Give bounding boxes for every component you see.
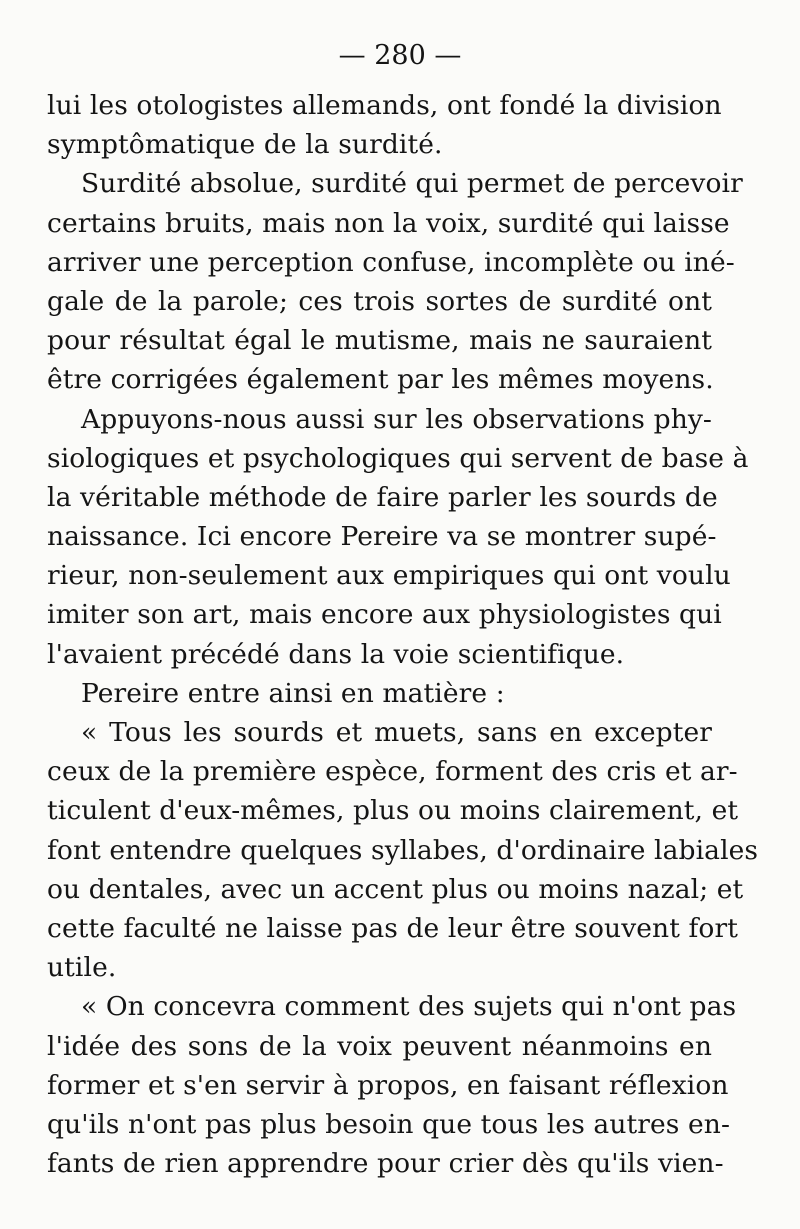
page-body-text — [47, 86, 759, 1183]
text-line: rieur, non-seulement aux empiriques qui ont voulu — [47, 560, 731, 592]
text-line: « On concevra comment des sujets qui n'ont pas — [81, 991, 737, 1023]
text-line: fants de rien apprendre pour crier dès qu'ils vien- — [47, 1148, 724, 1180]
page-number: — 280 — — [338, 40, 462, 71]
text-line: naissance. Ici encore Pereire va se montrer supé- — [47, 521, 717, 553]
text-line: imiter son art, mais encore aux physiologistes qui — [47, 599, 722, 631]
text-line: utile. — [47, 952, 117, 984]
text-line: symptômatique de la surdité. — [47, 129, 443, 161]
text-line: certains bruits, mais non la voix, surdité qui laisse — [47, 207, 730, 239]
text-line: ticulent d'eux-mêmes, plus ou moins clairement, et — [47, 795, 739, 827]
text-line: gale de la parole; ces trois sortes de surdité ont — [47, 285, 712, 317]
text-line: pour résultat égal le mutisme, mais ne sauraient — [47, 325, 712, 357]
text-line: siologiques et psychologiques qui servent de base à — [47, 442, 749, 474]
text-line: être corrigées également par les mêmes moyens. — [47, 364, 714, 396]
text-line: la véritable méthode de faire parler les sourds de — [47, 481, 718, 513]
text-line: Surdité absolue, surdité qui permet de percevoir — [81, 168, 743, 200]
text-line: former et s'en servir à propos, en faisant réflexion — [47, 1069, 729, 1101]
text-line: qu'ils n'ont pas plus besoin que tous les autres en- — [47, 1108, 731, 1140]
text-line: l'avaient précédé dans la voie scientifique. — [47, 638, 625, 670]
text-line: lui les otologistes allemands, ont fondé la division — [47, 90, 722, 121]
text-line: Pereire entre ainsi en matière : — [81, 677, 505, 709]
text-line: ceux de la première espèce, forment des cris et ar- — [47, 756, 738, 788]
text-line: l'idée des sons de la voix peuvent néanmoins en — [47, 1030, 712, 1062]
text-line: font entendre quelques syllabes, d'ordinaire labiales — [47, 834, 759, 866]
text-line: ou dentales, avec un accent plus ou moins nazal; et — [47, 873, 744, 905]
text-line: Appuyons-nous aussi sur les observations phy- — [81, 403, 712, 435]
text-line: cette faculté ne laisse pas de leur être souvent fort — [47, 912, 738, 944]
text-line: arriver une perception confuse, incomplète ou iné- — [47, 246, 735, 278]
text-line: « Tous les sourds et muets, sans en excepter — [81, 717, 712, 748]
